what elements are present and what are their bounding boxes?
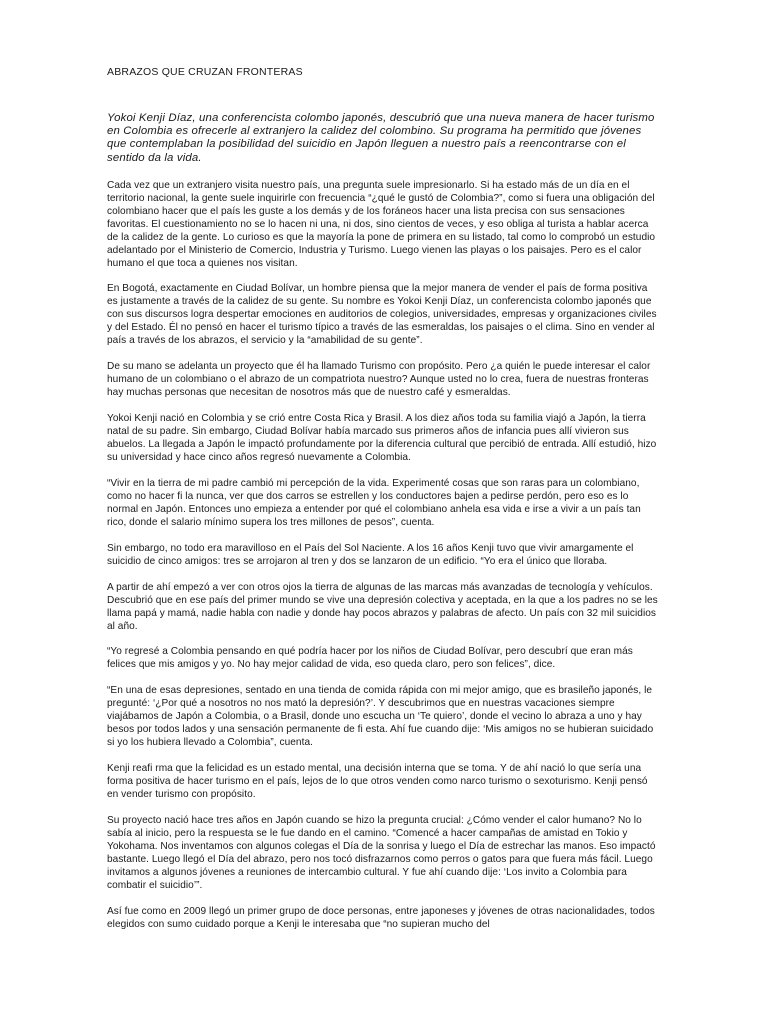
body-paragraph: De su mano se adelanta un proyecto que él ha llamado Turismo con propósito. Pero ¿a quién le puede interesar el calor humano de un colombiano o el abrazo de un compatriota nuestro? Aunque usted no lo crea, fuera de nuestras fronteras hay muchas personas que necesitan de nosotros más que de nuestro café y esmeraldas.	[107, 361, 651, 399]
body-paragraph: Así fue como en 2009 llegó un primer grupo de doce personas, entre japoneses y jóvenes de otras nacionalidades, todos elegidos con sumo cuidado porque a Kenji le interesaba que “no supieran mucho del	[107, 905, 655, 930]
body-paragraph: Yokoi Kenji nació en Colombia y se crió entre Costa Rica y Brasil. A los diez años toda su familia viajó a Japón, la tierra natal de su padre. Sin embargo, Ciudad Bolívar había marcado sus primeros años de infancia pues allí vivieron sus abuelos. La llegada a Japón le impactó profundamente por la diferencia cultural que percibió de entrada. Allí estudió, hizo su universidad y hace cinco años regresó nuevamente a Colombia.	[107, 413, 657, 463]
document-page	[107, 66, 659, 945]
lead-paragraph: Yokoi Kenji Díaz, una conferencista colombo japonés, descubrió que una nueva manera de hacer turismo en Colombia es ofrecerle al extranjero la calidez del colombino. Su programa ha permitido que jóvenes que contemplaban la posibilidad del suicidio en Japón lleguen a nuestro país a reencontrarse con el sentido da la vida.	[107, 112, 655, 164]
body-paragraph: “En una de esas depresiones, sentado en una tienda de comida rápida con mi mejor amigo, que es brasileño japonés, le pregunté: ‘¿Por qué a nosotros no nos mató la depresión?’. Y descubrimos que en nuestras vacaciones siempre viajábamos de Japón a Colombia, o a Brasil, donde uno escucha un ‘Te quiero’, donde el vecino lo abraza a uno y hay besos por todos lados y una sensación permanente de fi esta. Ahí fue cuando dije: ‘Mis amigos no se hubieran suicidado si yo los hubiera llevado a Colombia”, cuenta.	[107, 685, 654, 749]
body-paragraph: En Bogotá, exactamente en Ciudad Bolívar, un hombre piensa que la mejor manera de vender el país de forma positiva es justamente a través de la calidez de su gente. Su nombre es Yokoi Kenji Díaz, un conferencista colombo japonés que con sus discursos logra despertar emociones en auditorios de colegios, universidades, empresas y organizaciones civiles y del Estado. Él no pensó en hacer el turismo típico a través de las esmeraldas, los paisajes o el clima. Sino en vender al país a través de los abrazos, el servicio y la “amabilidad de su gente”.	[107, 283, 657, 347]
body-paragraph: Kenji reafi rma que la felicidad es un estado mental, una decisión interna que se toma. Y de ahí nació lo que sería una forma positiva de hacer turismo en el país, lejos de lo que otros venden como narco turismo o sexoturismo. Kenji pensó en vender turismo con propósito.	[107, 763, 648, 801]
body-paragraph: Su proyecto nació hace tres años en Japón cuando se hizo la pregunta crucial: ¿Cómo vender el calor humano? No lo sabía al inicio, pero la respuesta se le fue dando en el camino. “Comencé a hacer campañas de amistad en Tokio y Yokohama. Nos inventamos con algunos colegas el Día de la sonrisa y luego el Día de estrechar las manos. Eso impactó bastante. Luego llegó el Día del abrazo, pero nos tocó disfrazarnos como perros o gatos para que fuera más fácil. Luego invitamos a algunos jóvenes a reuniones de intercambio cultural. Y fue ahí cuando dije: ‘Los invito a Colombia para combatir el suicidio’”.	[107, 814, 656, 891]
body-paragraph: “Yo regresé a Colombia pensando en qué podría hacer por los niños de Ciudad Bolívar, pero descubrí que eran más felices que mis amigos y yo. No hay mejor calidad de vida, eso queda claro, pero son felices”, dice.	[107, 646, 633, 671]
body-paragraph: Sin embargo, no todo era maravilloso en el País del Sol Naciente. A los 16 años Kenji tuvo que vivir amargamente el suicidio de cinco amigos: tres se arrojaron al tren y dos se lanzaron de un edificio. “Yo era el único que lloraba.	[107, 542, 634, 567]
body-paragraph: A partir de ahí empezó a ver con otros ojos la tierra de algunas de las marcas más avanzadas de tecnología y vehículos. Descubrió que en ese país del primer mundo se vive una depresión colectiva y aceptada, en la que a los padres no se les llama papá y mamá, nadie habla con nadie y donde hay pocos abrazos y palabras de afecto. Un país con 32 mil suicidios al año.	[107, 581, 658, 632]
document-title: ABRAZOS QUE CRUZAN FRONTERAS	[107, 66, 303, 78]
body-paragraph: Cada vez que un extranjero visita nuestro país, una pregunta suele impresionarlo. Si ha estado más de un día en el territorio nacional, la gente suele inquirirle con frecuencia “¿qué le gustó de Colombia?”, como si fuera una obligación del colombiano hacer que el país les guste a los demás y de los foráneos hacer una lista precisa con sus sensaciones favoritas. El cuestionamiento no se lo hacen ni una, ni dos, sino cientos de veces, y eso obliga al turista a hablar acerca de la calidez de la gente. Lo curioso es que la mayoría la pone de primera en su listado, tal como lo comprobó un estudio adelantado por el Ministerio de Comercio, Industria y Turismo. Luego vienen las playas o los paisajes. Pero es el calor humano el que toca a quienes nos visitan.	[107, 179, 656, 269]
body-paragraph: “Vivir en la tierra de mi padre cambió mi percepción de la vida. Experimenté cosas que son raras para un colombiano, como no hacer fi la nunca, ver que dos carros se estrellen y los conductores bajen a pedirse perdón, pero eso es lo normal en Japón. Entonces uno empieza a entender por qué el colombiano anhela esa vida e irse a vivir a un país tan rico, donde el salario mínimo supera los tres millones de pesos”, cuenta.	[107, 477, 641, 528]
